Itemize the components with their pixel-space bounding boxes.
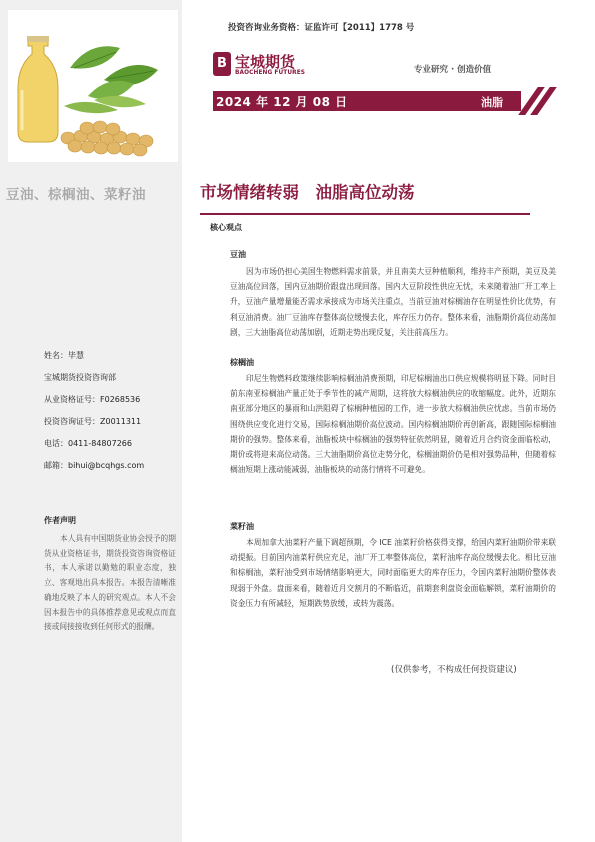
analyst-consulting-cert: 投资咨询证号：Z0011311 [44, 417, 142, 426]
commodity-title: 豆油、棕榈油、菜籽油 [6, 187, 146, 203]
license-text: 投资咨询业务资格：证监许可【2011】1778 号 [228, 23, 415, 33]
report-date: 2024 年 12 月 08 日 [216, 95, 348, 109]
report-category: 油脂 [481, 96, 503, 109]
analyst-department: 宝城期货投资咨询部 [44, 373, 116, 382]
report-title: 市场情绪转弱 油脂高位动荡 [200, 183, 415, 202]
logo-icon: B [213, 52, 231, 76]
core-view-label: 核心观点 [210, 223, 242, 232]
section-heading-soybean-oil: 豆油 [230, 250, 246, 259]
logo-name-cn: 宝城期货 [235, 53, 296, 71]
analyst-email[interactable]: 邮箱：bihui@bcqhgs.com [44, 461, 145, 470]
logo-name-en: BAOCHENG FUTURES [235, 70, 306, 76]
slogan: 专业研究 · 创造价值 [414, 65, 492, 75]
section-heading-palm-oil: 棕榈油 [230, 358, 254, 367]
section-heading-rapeseed-oil: 菜籽油 [230, 522, 254, 531]
soybean-oil-image [8, 10, 178, 162]
section-text-soybean-oil: 因为市场仍担心美国生物燃料需求前景，并且南美大豆种植顺利，维持丰产预期，美豆及美豆油高位回落，国内豆油期价跟盘出现回落。国内大豆阶段性供应无忧，未来随着油厂开工率上升，豆油产量增量能否需求承接成为市场关注重点，当前豆油对棕榈油存在明显性价比优势，有利豆油消费。油厂豆油库存整体高位缓慢去化，库存压力仍存。整体来看，油脂期价高位动荡加剧，三大油脂高位动荡加剧，近期走势出现反复，关注前高压力。 [230, 267, 556, 337]
analyst-phone: 电话：0411-84807266 [44, 439, 132, 448]
company-logo [213, 52, 333, 82]
soybean-oil-illustration [8, 10, 178, 162]
author-statement-heading: 作者声明 [44, 516, 76, 525]
author-statement-text: 本人具有中国期货业协会授予的期货从业资格证书，期货投资咨询资格证书，本人承诺以勤勉的职业态度，独立、客观地出具本报告。本报告清晰准确地反映了本人的研究观点。本人不会因本报告中的具体推荐意见或观点而直接或间接接收到任何形式的报酬。 [44, 534, 176, 632]
title-divider [200, 213, 530, 215]
analyst-qualification: 从业资格证号：F0268536 [44, 395, 141, 404]
section-text-rapeseed-oil: 本周加拿大油菜籽产量下调超预期，令 ICE 油菜籽价格获得支撑，给国内菜籽油期价带来联动提振。目前国内油菜籽供应充足，油厂开工率整体高位，菜籽油库存高位缓慢去化。相比豆油和棕榈油，菜籽油受到市场情绪影响更大，同时面临更大的库存压力，令国内菜籽油期价整体表现弱于外盘。盘面来看，随着近月交割月的不断临近，前期套利盘资金面临解锁，菜籽油期价的资金压力有所减轻，短期跌势放缓，或转为震荡。 [230, 538, 556, 608]
analyst-name: 姓名：毕慧 [44, 351, 84, 360]
disclaimer: (仅供参考，不构成任何投资建议) [391, 665, 517, 675]
section-text-palm-oil: 印尼生物燃料政策继续影响棕榈油消费预期，印尼棕榈油出口供应规模将明显下降。同时目前东南亚棕榈油产量正处于季节性的减产周期，这将放大棕榈油供应的收缩幅度。此外，近期东南亚部分地区的暴雨和山洪阻碍了棕榈种植园的工作，进一步放大棕榈油供应忧虑。当前市场仍围绕供应变化进行交易，国际棕榈油期价高位波动。国内棕榈油期价再创新高，跟随国际棕榈油期价的强势。整体来看，油脂板块中棕榈油的强势特征依然明显，随着近月合约资金面临松动，期价或将迎来高位动荡。三大油脂期价高位走势分化，棕榈油期价仍是相对强势品种，但随着棕榈油短期上涨动能减弱，油脂板块的动荡行情将不可避免。 [230, 374, 556, 475]
